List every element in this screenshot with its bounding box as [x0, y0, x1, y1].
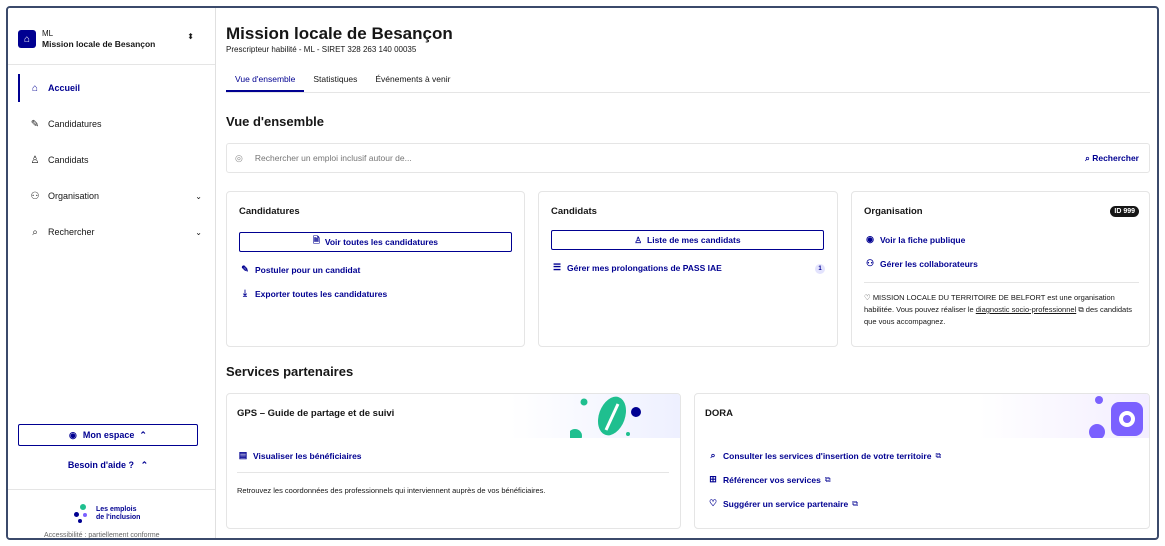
card-title: DORA: [705, 408, 733, 419]
location-pin-icon: ◎: [235, 152, 243, 163]
sidebar-nav: [18, 70, 206, 250]
search-icon: ⌕: [1085, 152, 1093, 163]
page-title: Mission locale de Besançon: [226, 24, 453, 43]
divider: [8, 64, 215, 65]
link-label: Exporter toutes les candidatures: [255, 288, 388, 299]
voir-candidatures-button[interactable]: [239, 232, 512, 252]
org-short-name: ML: [42, 29, 54, 38]
chevron-down-icon: ⌄: [195, 191, 202, 201]
team-icon: ⚇: [30, 190, 40, 202]
org-switcher[interactable]: [18, 22, 202, 56]
add-doc-icon: ⊞: [709, 474, 717, 484]
card-title: Candidatures: [239, 206, 300, 217]
home-icon: ⌂: [31, 82, 39, 94]
sidebar-item-label: Organisation: [48, 191, 100, 201]
mon-espace-button[interactable]: [18, 424, 198, 446]
aide-link[interactable]: [18, 460, 198, 471]
search-icon: ⌕: [710, 450, 716, 460]
link-label: Gérer les collaborateurs: [880, 258, 978, 269]
chevron-up-icon: ⌃: [139, 429, 147, 440]
tabs: [226, 68, 459, 92]
id-badge: ID 999: [1110, 206, 1139, 217]
info-text-pre: MISSION LOCALE DU TERRITOIRE DE BELFORT est une organisation habilitée. Vous pouvez réaliser le: [864, 293, 1115, 314]
page-subtitle: Prescripteur habilité - ML - SIRET 328 263 140 00035: [226, 45, 417, 54]
postuler-link[interactable]: [239, 264, 360, 275]
info-text-post: des candidats que vous accompagnez.: [864, 305, 1133, 326]
tab-evenements[interactable]: Événements à venir: [375, 74, 451, 84]
search-icon: ⌕: [32, 226, 38, 238]
card-candidats: [538, 191, 838, 347]
divider: [8, 489, 215, 490]
gps-description: Retrouvez les coordonnées des professionnels qui interviennent auprès de vos bénéficiaires.: [237, 486, 546, 495]
external-link-icon: ⧉: [935, 450, 942, 460]
section-title-overview: Vue d'ensemble: [226, 114, 324, 129]
count-badge: 1: [815, 264, 825, 274]
referencer-services-link[interactable]: [707, 474, 831, 485]
edit-doc-icon: ✎: [241, 264, 249, 274]
user-icon: ♙: [634, 234, 643, 245]
list-icon: ☰: [552, 262, 562, 272]
gps-logo-icon: [570, 396, 660, 438]
link-label: Référencer vos services: [723, 474, 821, 485]
sidebar-item-accueil[interactable]: [18, 70, 206, 106]
tab-statistiques[interactable]: Statistiques: [313, 74, 358, 84]
lightbulb-icon: ♡: [864, 293, 873, 302]
tab-vue-ensemble[interactable]: Vue d'ensemble: [226, 68, 304, 92]
download-icon: ⤓: [243, 288, 247, 298]
external-link-icon: ⧉: [852, 498, 858, 508]
logo-line2: de l'inclusion: [96, 514, 141, 521]
logo-line1: Les emplois: [96, 506, 137, 513]
prolongations-link[interactable]: [551, 262, 722, 273]
visualiser-beneficiaires-link[interactable]: [237, 450, 362, 461]
external-link-icon: ⧉: [824, 474, 831, 484]
collaborateurs-link[interactable]: [864, 258, 978, 269]
job-search-bar: [226, 143, 1150, 173]
aide-label: Besoin d'aide ?: [67, 460, 135, 470]
search-button[interactable]: [1085, 153, 1139, 164]
job-search-input[interactable]: [255, 153, 1085, 163]
sidebar-item-rechercher[interactable]: [18, 214, 206, 250]
team-icon: ⚇: [865, 258, 875, 268]
sidebar-item-label: Accueil: [48, 83, 81, 93]
updown-chevron-icon: ⬍: [187, 32, 194, 41]
app-window: [6, 6, 1159, 540]
table-icon: ▤: [238, 450, 248, 460]
link-label: Suggérer un service partenaire: [723, 498, 849, 509]
suggerer-service-link[interactable]: [707, 498, 858, 509]
section-title-partners: Services partenaires: [226, 364, 354, 379]
sidebar: [8, 8, 216, 538]
sidebar-item-label: Candidats: [48, 155, 89, 165]
link-label: Postuler pour un candidat: [255, 264, 361, 275]
consulter-services-link[interactable]: [707, 450, 941, 461]
lightbulb-icon: ♡: [708, 498, 718, 508]
account-icon: ◉: [69, 429, 77, 440]
user-icon: ♙: [30, 154, 40, 166]
edit-doc-icon: ✎: [30, 118, 40, 130]
exporter-link[interactable]: [239, 288, 387, 299]
eye-icon: ◉: [866, 234, 874, 244]
chevron-down-icon: ⌄: [195, 227, 202, 237]
link-label: Consulter les services d'insertion de votre territoire: [723, 450, 932, 461]
card-gps: [226, 393, 681, 529]
chevron-up-icon: ⌃: [140, 460, 149, 470]
external-link-icon: ⧉: [1076, 305, 1084, 314]
document-icon: 🗎: [312, 235, 320, 245]
sidebar-item-candidats[interactable]: [18, 142, 206, 178]
liste-candidats-button[interactable]: [551, 230, 824, 250]
dora-logo-icon: [1079, 394, 1149, 438]
main-content: [226, 8, 1156, 538]
card-organisation: [851, 191, 1150, 347]
card-title: GPS – Guide de partage et de suivi: [237, 408, 395, 419]
button-label: Liste de mes candidats: [647, 235, 741, 245]
mon-espace-label: Mon espace: [82, 430, 135, 440]
sidebar-item-candidatures[interactable]: [18, 106, 206, 142]
sidebar-item-label: Rechercher: [48, 227, 95, 237]
card-candidatures: [226, 191, 525, 347]
card-dora: [694, 393, 1150, 529]
home-badge-icon: ⌂: [18, 30, 36, 48]
link-label: Visualiser les bénéficiaires: [253, 450, 362, 461]
link-label: Gérer mes prolongations de PASS IAE: [567, 262, 722, 273]
sidebar-item-organisation[interactable]: [18, 178, 206, 214]
sidebar-item-label: Candidatures: [48, 119, 102, 129]
fiche-publique-link[interactable]: [864, 234, 965, 245]
search-button-label: Rechercher: [1092, 152, 1139, 163]
org-name: Mission locale de Besançon: [42, 39, 156, 49]
org-info-text: [864, 292, 1140, 328]
card-title: Candidats: [551, 206, 597, 217]
accessibility-link[interactable]: Accessibilité : partiellement conforme: [44, 532, 160, 539]
link-label: Voir la fiche publique: [880, 234, 966, 245]
button-label: Voir toutes les candidatures: [324, 237, 439, 247]
logo-dots-icon: [72, 504, 92, 524]
divider: [237, 472, 669, 473]
diagnostic-link[interactable]: diagnostic socio-professionnel: [975, 305, 1077, 314]
tabs-divider: [226, 92, 1150, 93]
inclusion-logo[interactable]: [72, 504, 140, 524]
card-title: Organisation: [864, 206, 923, 217]
divider: [864, 282, 1139, 283]
